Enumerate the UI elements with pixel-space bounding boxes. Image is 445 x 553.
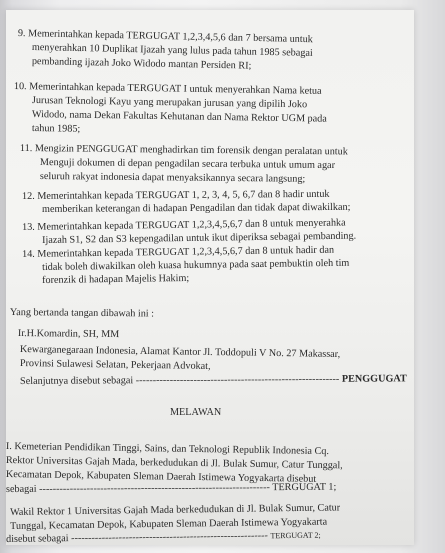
defendant-1-line-2: Rektor Universitas Gajah Mada, berkedudukan di Jl. Bulak Sumur, Catur Tunggal, [6,455,343,472]
defendant-2-line-1: Wakil Rektor 1 Universitas Gajah Mada berkedudukan di Jl. Bulak Sumur, Catur [10,502,341,518]
defendant-1-referred: sebagai -------------------------------------------------------------------- TERGUGAT 1; [6,481,337,495]
item-9-line-3: pembanding ijazah Joko Widodo mantan Persiden RI; [31,56,252,72]
signer-line-1: Kewarganegaraan Indonesia, Alamat Kantor Jl. Toddopuli V No. 27 Makassar, [19,344,341,361]
item-12-line-1: 12. Memerintahkan kepada TERGUGAT 1, 2, 3, 4, 5, 6,7 dan 8 hadir untuk [22,188,330,202]
item-10-line-2: Jurusan Teknologi Kayu yang merupakan jurusan yang dipilih Joko [31,95,308,111]
referred-line: Selanjutnya disebut sebagai ------------------------------------------------------------ PENGGUGAT [20,373,407,387]
item-13-number: 13. [22,221,35,233]
item-12-number: 12. [22,190,35,202]
item-13-line-1: 13. Memerintahkan kepada TERGUGAT 1,2,3,4,5,6,7 dan 8 untuk menyerahka [22,217,346,233]
tergugat-2-label: TERGUGAT 2; [270,530,321,541]
item-14-line-1: 14. Memerintahkan kepada TERGUGAT 1,2,3,4,5,6,7 dan 8 untuk hadir dan [22,244,335,260]
item-14-line-2: tidak boleh diwakilkan oleh kuasa hukumnya pada saat pembuktin oleh tim [42,257,350,273]
item-11-number: 11. [19,143,33,155]
item-11-line-2: Menguji dokumen di depan pengadilan secara terbuka untuk umum agar [39,157,336,172]
defendant-2-line-2: Tunggal, Kecamatan Depok, Kabupaten Sleman Daerah Istimewa Yogyakarta [10,516,328,532]
item-9-line-2: menyerahkan 10 Duplikat Ijazah yang lulus pada tahun 1985 sebagai [31,42,313,59]
defendant-1-line-3: Kecamatan Depok, Kabupaten Sleman Daerah Istimewa Yogyakarta disebut [6,469,317,485]
item-10-number: 10. [13,81,27,93]
item-14-line-3: forenzik di hadapan Majelis Hakim; [42,272,190,286]
penggugat-label: PENGGUGAT [341,373,407,385]
item-13-line-2: Ijazah S1, S2 dan S3 kepengadilan untuk ikut diperiksa sebagai pembanding. [42,230,357,246]
melawan-heading: MELAWAN [170,407,222,418]
item-9-number: 9. [17,28,26,40]
item-9-line-1: 9. Memerintahkan kepada TERGUGAT 1,2,3,4,5,6 dan 7 bersama untuk [17,28,313,46]
item-11-line-1: 11. Mengizin PENGGUGAT menghadirkan tim forensik dengan peralatan untuk [19,143,348,158]
defendant-1-line-1: I. Kemeterian Pendidikan Tinggi, Sains, dan Teknologi Republik Indonesia Cq. [6,441,330,458]
signer-line-2: Provinsi Sulawesi Selatan, Pekerjaan Advokat, [19,358,211,372]
signer-name: Ir.H.Komardin, SH, MM [17,328,120,341]
document-page [6,10,414,545]
defendant-2-referred: disebut sebagai ---------------------------------------------------------- TERGUGAT 2; [6,530,321,545]
item-14-number: 14. [22,248,35,260]
signer-intro: Yang bertanda tangan dibawah ini : [9,307,155,320]
item-11-line-3: seluruh rakyat indonesia dapat menyaksikannya secara langsung; [39,171,306,185]
item-10-line-4: tahun 1985; [31,123,81,135]
item-10-line-1: 10. Memerintahkan kepada TERGUGAT I untuk menyerahkan Nama ketua [13,81,322,97]
item-12-line-2: memberikan keterangan di hadapan Pengadilan dan tidak dapat diwakilkan; [42,201,351,215]
tergugat-1-label: TERGUGAT 1; [272,481,337,494]
item-10-line-3: Widodo, nama Dekan Fakultas Kehutanan dan Nama Rektor UGM pada [31,109,327,125]
